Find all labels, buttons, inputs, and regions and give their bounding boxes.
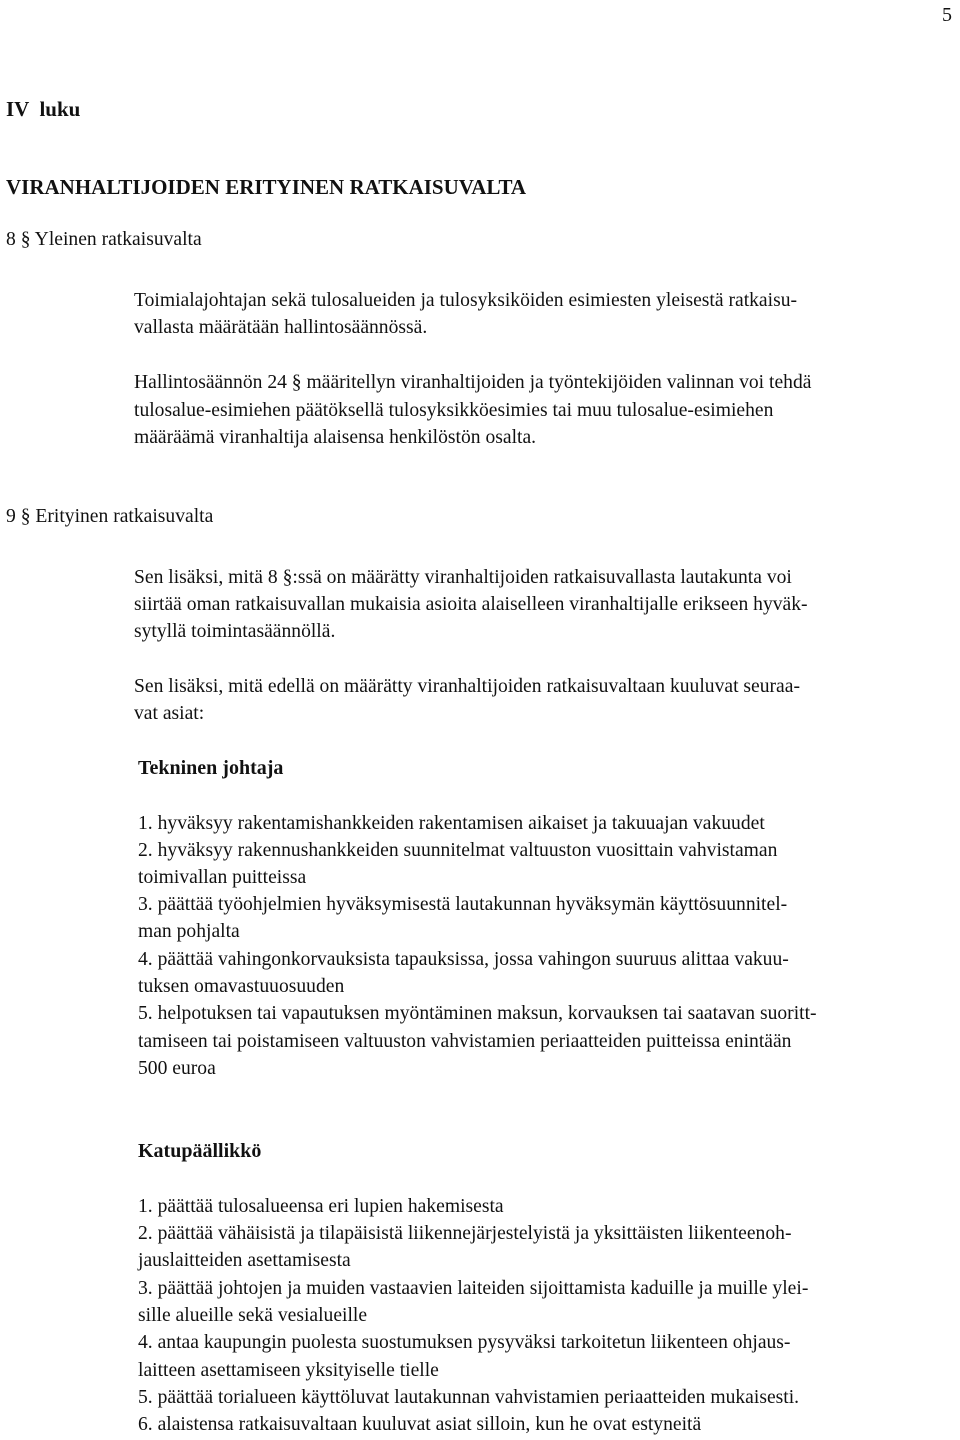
list-item-line: 4. antaa kaupungin puolesta suostumuksen pysyväksi tarkoitetun liikenteen ohjaus- [138,1332,791,1353]
paragraph-line: vallasta määrätään hallintosäännössä. [134,317,428,338]
list-item-line: toimivallan puitteissa [138,867,307,888]
paragraph-line: Toimialajohtajan sekä tulosalueiden ja tulosyksiköiden esimiesten yleisestä ratkaisu- [134,290,798,311]
list-item-line: 1. päättää tulosalueensa eri lupien hakemisesta [138,1196,504,1217]
list-item-line: 4. päättää vahingonkorvauksista tapauksissa, jossa vahingon suuruus alittaa vakuu- [138,949,789,970]
list-item-line: man pohjalta [138,921,240,942]
paragraph-line: siirtää oman ratkaisuvallan mukaisia asioita alaiselleen viranhaltijalle erikseen hyväk- [134,594,808,615]
paragraph-line: sytyllä toimintasäännöllä. [134,621,336,642]
list-item-line: 5. päättää torialueen käyttöluvat lautakunnan vahvistamien periaatteiden mukaisesti. [138,1387,800,1408]
list-item-line: 6. alaistensa ratkaisuvaltaan kuuluvat asiat silloin, kun he ovat estyneitä [138,1414,702,1435]
paragraph-line: Sen lisäksi, mitä edellä on määrätty viranhaltijoiden ratkaisuvaltaan kuuluvat seuraa- [134,676,800,697]
list-item-line: sille alueille sekä vesialueille [138,1305,368,1326]
paragraph-line: määräämä viranhaltija alaisensa henkilöstön osalta. [134,427,537,448]
section-heading: 8 § Yleinen ratkaisuvalta [6,229,202,250]
page-number: 5 [942,4,952,26]
list-item-line: 3. päättää työohjelmien hyväksymisestä lautakunnan hyväksymän käyttösuunnitel- [138,894,788,915]
paragraph-line: vat asiat: [134,703,205,724]
list-item-line: 1. hyväksyy rakentamishankkeiden rakentamisen aikaiset ja takuuajan vakuudet [138,813,765,834]
list-item-line: tamiseen tai poistamiseen valtuuston vahvistamien periaatteiden puitteissa enintään [138,1031,792,1052]
role-heading: Tekninen johtaja [138,757,284,779]
list-item-line: laitteen asettamiseen yksityiselle tielle [138,1360,439,1381]
paragraph-line: Sen lisäksi, mitä 8 §:ssä on määrätty viranhaltijoiden ratkaisuvallasta lautakunta voi [134,567,792,588]
chapter-heading: IV luku [6,97,81,121]
paragraph-line: tulosalue-esimiehen päätöksellä tulosyksikköesimies tai muu tulosalue-esimiehen [134,400,774,421]
paragraph-line: Hallintosäännön 24 § määritellyn viranhaltijoiden ja työntekijöiden valinnan voi tehdä [134,372,812,393]
list-item-line: 5. helpotuksen tai vapautuksen myöntäminen maksun, korvauksen tai saatavan suoritt- [138,1003,817,1024]
list-item-line: 3. päättää johtojen ja muiden vastaavien laiteiden sijoittamista kaduille ja muille ylei- [138,1278,809,1299]
list-item-line: 500 euroa [138,1058,216,1079]
chapter-title: VIRANHALTIJOIDEN ERITYINEN RATKAISUVALTA [6,175,527,199]
section-heading: 9 § Erityinen ratkaisuvalta [6,506,214,527]
list-item-line: 2. hyväksyy rakennushankkeiden suunnitelmat valtuuston vuosittain vahvistaman [138,840,778,861]
list-item-line: tuksen omavastuuosuuden [138,976,345,997]
list-item-line: jauslaitteiden asettamisesta [138,1250,351,1271]
list-item-line: 2. päättää vähäisistä ja tilapäisistä liikennejärjestelyistä ja yksittäisten liikenteenoh- [138,1223,792,1244]
role-heading: Katupäällikkö [138,1140,262,1162]
